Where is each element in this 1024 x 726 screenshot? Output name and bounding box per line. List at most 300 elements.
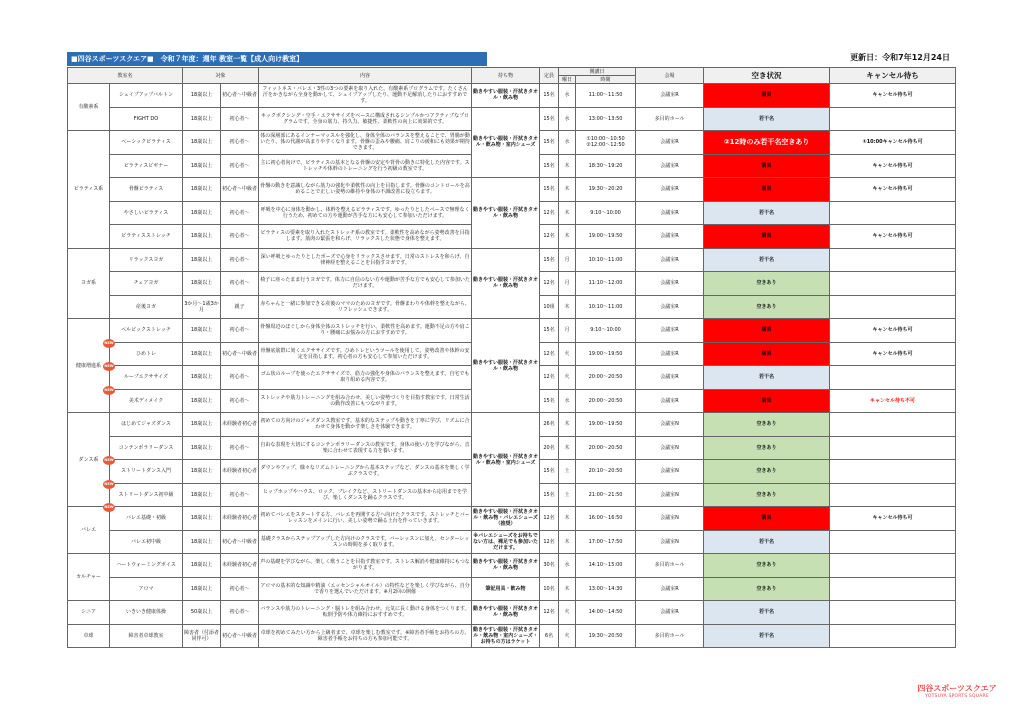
cancel-waitlist: ①10:00キャンセル待ち可 bbox=[830, 131, 956, 155]
target-age: 18歳以上 bbox=[183, 131, 221, 155]
status-badge: 若干名 bbox=[704, 530, 830, 554]
class-time: 19:30～20:20 bbox=[576, 178, 636, 202]
weekday: 火 bbox=[559, 624, 576, 648]
class-time: 20:00～20:50 bbox=[576, 436, 636, 460]
venue: 会議室R bbox=[636, 601, 704, 625]
class-description: 椅子に座ったまま行うヨガです。体力に自信のない方や運動が苦手な方でも安心して参加いただけます。 bbox=[259, 272, 472, 296]
target-age: 18歳以上 bbox=[183, 530, 221, 554]
capacity: 12名 bbox=[540, 225, 559, 249]
status-badge: 空きあり bbox=[704, 295, 830, 319]
venue: 会議室R bbox=[636, 319, 704, 343]
table-row bbox=[68, 530, 956, 554]
target-age: 18歳以上 bbox=[183, 460, 221, 484]
table-header-row bbox=[68, 68, 956, 76]
class-name bbox=[110, 154, 183, 178]
capacity: 15名 bbox=[540, 178, 559, 202]
class-category: 卓球 bbox=[68, 624, 110, 648]
cancel-waitlist: キャンセル待ち可 bbox=[830, 225, 956, 249]
target-level: 初心者～中級者 bbox=[221, 530, 259, 554]
class-category: カルチャー bbox=[68, 554, 110, 601]
status-badge: 空きあり bbox=[704, 577, 830, 601]
target-age: 18歳以上 bbox=[183, 507, 221, 531]
class-time: 10:10～11:00 bbox=[576, 295, 636, 319]
class-name-label: コンテンポラリーダンス bbox=[118, 444, 174, 451]
class-name-label: ストリートダンス初中級 bbox=[118, 491, 174, 498]
class-name-label: バレエ初中級 bbox=[131, 538, 162, 545]
weekday: 木 bbox=[559, 225, 576, 249]
new-badge: NEW bbox=[103, 339, 115, 348]
venue: 会議室R bbox=[636, 366, 704, 390]
status-badge: 満員 bbox=[704, 178, 830, 202]
bring-items: 動きやすい服装・汗拭きタオル・飲み物・室内シューズ bbox=[472, 413, 540, 507]
status-badge: 満員 bbox=[704, 225, 830, 249]
class-description: ヒップホップやハウス、ロック、ブレイクなど、ストリートダンスの基本から応用までを学び、楽しくダンスを踊るクラスです。 bbox=[259, 483, 472, 507]
class-name bbox=[110, 107, 183, 131]
target-level: 初心者～ bbox=[221, 131, 259, 155]
class-time: 17:00～17:50 bbox=[576, 530, 636, 554]
status-badge: 若干名 bbox=[704, 107, 830, 131]
weekday: 木 bbox=[559, 201, 576, 225]
brand-name: 四谷スポーツスクエア bbox=[917, 684, 997, 693]
status-badge: 空きあり bbox=[704, 460, 830, 484]
table-body bbox=[68, 84, 956, 648]
header-cancel: キャンセル待ち bbox=[830, 68, 956, 84]
venue: 会議室N bbox=[636, 483, 704, 507]
target-age: 18歳以上 bbox=[183, 201, 221, 225]
cancel-waitlist bbox=[830, 366, 956, 390]
cancel-waitlist: キャンセル待ち不可 bbox=[830, 389, 956, 413]
weekday: 火 bbox=[559, 601, 576, 625]
venue: 会議室R bbox=[636, 272, 704, 296]
class-description: 自由な表現を大切にするコンテンポラリーダンスの教室です。身体の使い方を学びながら、音楽に合わせて表現する力を養います。 bbox=[259, 436, 472, 460]
class-name bbox=[110, 413, 183, 437]
target-age: 18歳以上 bbox=[183, 154, 221, 178]
class-name bbox=[110, 225, 183, 249]
bring-items: 動きやすい服装・汗拭きタオル・飲み物 bbox=[472, 84, 540, 108]
weekday: 木 bbox=[559, 436, 576, 460]
class-description: 骨盤の動きを意識しながら筋力の強化や柔軟性の向上を目指します。骨盤のコントロールを高めることで正しい姿勢の維持や身体の不調改善に役立ちます。 bbox=[259, 178, 472, 202]
class-description: アロマの基本的な知識や精油（エッセンシャルオイル）の特性などを楽しく学びながら、自分で香りを選んでいただけます。※月2回の開催 bbox=[259, 577, 472, 601]
class-time: 19:00～19:50 bbox=[576, 342, 636, 366]
class-description: キックボクシング・空手・エクササイズをベースに構成されるシンプルかつアクティブなプログラムです。全身の筋力、持久力、敏捷性、柔軟性の向上に効果的です。 bbox=[259, 107, 472, 131]
cancel-waitlist bbox=[830, 624, 956, 648]
target-level: 初心者～ bbox=[221, 107, 259, 131]
target-level: 初心者～中級者 bbox=[221, 342, 259, 366]
target-level: 初心者～中級者 bbox=[221, 178, 259, 202]
bring-items: 動きやすい服装・汗拭きタオル・飲み物 bbox=[472, 554, 540, 578]
class-time: 20:10～20:50 bbox=[576, 460, 636, 484]
target-level: 初心者～中級者 bbox=[221, 624, 259, 648]
venue: 会議室R bbox=[636, 154, 704, 178]
target-level: 初心者～ bbox=[221, 248, 259, 272]
new-badge: NEW bbox=[103, 362, 115, 371]
class-name bbox=[104, 364, 183, 390]
class-time: 16:00～16:50 bbox=[576, 507, 636, 531]
target-level: 初心者～ bbox=[221, 483, 259, 507]
class-name bbox=[110, 131, 183, 155]
class-time: 10:10～11:00 bbox=[576, 248, 636, 272]
class-name bbox=[104, 340, 183, 366]
class-name bbox=[104, 481, 183, 507]
weekday: 木 bbox=[559, 154, 576, 178]
bring-items: 動きやすい服装・汗拭きタオル・飲み物 bbox=[472, 319, 540, 413]
target-age: 18歳以上 bbox=[183, 342, 221, 366]
class-name-label: 障害者卓球教室 bbox=[128, 632, 164, 639]
class-name bbox=[110, 272, 183, 296]
class-name-label: リラックスヨガ bbox=[128, 256, 164, 263]
new-badge: NEW bbox=[103, 456, 115, 465]
status-badge: 若干名 bbox=[704, 601, 830, 625]
cancel-waitlist: キャンセル待ち可 bbox=[830, 342, 956, 366]
status-badge: 空きあり bbox=[704, 272, 830, 296]
weekday: 火 bbox=[559, 366, 576, 390]
capacity: 12名 bbox=[540, 601, 559, 625]
class-name-label: シェイプアップバルトン bbox=[119, 92, 174, 99]
venue: 多目的ホール bbox=[636, 554, 704, 578]
weekday: 木 bbox=[559, 530, 576, 554]
target-level: 初心者～ bbox=[221, 577, 259, 601]
cancel-waitlist: キャンセル待ち可 bbox=[830, 319, 956, 343]
venue: 会議室R bbox=[636, 84, 704, 108]
capacity: 15名 bbox=[540, 319, 559, 343]
class-time: 13:00～14:30 bbox=[576, 577, 636, 601]
table-row bbox=[68, 624, 956, 648]
venue: 会議室N bbox=[636, 436, 704, 460]
class-name-label: はじめてジャズダンス bbox=[121, 421, 171, 428]
cancel-waitlist bbox=[830, 107, 956, 131]
class-name bbox=[110, 554, 183, 578]
target-age: 18歳以上 bbox=[183, 577, 221, 601]
bring-items: 動きやすい服装・汗拭きタオル・飲み物・室内シューズ・お持ちの方はラケット bbox=[472, 624, 540, 648]
class-description: 呼吸を中心に身体を動かし、体幹を整えるピラティスです。ゆったりとしたペースで無理なく行うため、初めての方や運動が苦手な方にも安心して参加いただけます。 bbox=[259, 201, 472, 225]
target-age: 18歳以上 bbox=[183, 225, 221, 249]
class-time: 13:00～13:50 bbox=[576, 107, 636, 131]
class-name-label: ベーシックピラティス bbox=[121, 139, 171, 146]
bring-items: 筆記用具・飲み物 bbox=[472, 577, 540, 601]
cancel-waitlist: キャンセル待ち可 bbox=[830, 84, 956, 108]
class-name-label: チェアヨガ bbox=[133, 280, 159, 287]
capacity: 6名 bbox=[540, 624, 559, 648]
cancel-waitlist bbox=[830, 577, 956, 601]
class-name bbox=[110, 436, 183, 460]
class-description: 初めての方向けのジャズダンス教室です。基本的なステップや動きを丁寧に学び、リズムに合わせて身体を動かす楽しさを体験できます。 bbox=[259, 413, 472, 437]
header-day: 曜日 bbox=[559, 76, 576, 84]
capacity: 10組 bbox=[540, 295, 559, 319]
header-time: 時間 bbox=[576, 76, 636, 84]
venue: 会議室R bbox=[636, 295, 704, 319]
header-bring: 持ち物 bbox=[472, 68, 540, 84]
cancel-waitlist: キャンセル待ち可 bbox=[830, 178, 956, 202]
venue: 会議室N bbox=[636, 530, 704, 554]
table-row bbox=[68, 319, 956, 343]
target-level: 初心者～中級者 bbox=[221, 84, 259, 108]
weekday: 月 bbox=[559, 272, 576, 296]
class-description: 骨盤底筋群に効くエクササイズです。ひめトレというツールを使用して、姿勢改善や体幹の安定を目指します。初心者の方も安心して参加いただけます。 bbox=[259, 342, 472, 366]
class-name-label: バレエ基礎・初級 bbox=[126, 515, 167, 522]
class-category: バレエ bbox=[68, 507, 110, 554]
cancel-waitlist bbox=[830, 295, 956, 319]
new-badge: NEW bbox=[103, 386, 115, 395]
status-badge: 空きあり bbox=[704, 554, 830, 578]
status-badge: 空きあり bbox=[704, 483, 830, 507]
status-badge: 若干名 bbox=[704, 366, 830, 390]
target-age: 18歳以上 bbox=[183, 413, 221, 437]
class-name-label: ストリートダンス入門 bbox=[121, 468, 171, 475]
capacity: 26名 bbox=[540, 413, 559, 437]
status-badge: 若干名 bbox=[704, 201, 830, 225]
venue: 会議室N bbox=[636, 413, 704, 437]
weekday: 水 bbox=[559, 389, 576, 413]
cancel-waitlist bbox=[830, 248, 956, 272]
weekday: 木 bbox=[559, 178, 576, 202]
bring-items: 動きやすい服装・汗拭きタオル・飲み物・バレエシューズ（推奨） bbox=[472, 507, 540, 531]
status-badge: 満員 bbox=[704, 319, 830, 343]
class-time: 20:00～20:50 bbox=[576, 389, 636, 413]
class-description: ゴム状のループを使ったエクササイズで、筋力の強化や身体のバランスを整えます。自宅でも取り組める内容です。 bbox=[259, 366, 472, 390]
table-row bbox=[68, 507, 956, 531]
class-description: ピラティスの要素を取り入れたストレッチ系の教室です。柔軟性を高めながら姿勢改善を目指します。筋肉の緊張を和らげ、リラックスした状態で身体を整えます。 bbox=[259, 225, 472, 249]
class-description: 基礎クラスからステップアップした方向けのクラスです。バーレッスンに加え、センターレッスンの時間を多く取ります。 bbox=[259, 530, 472, 554]
weekday: 木 bbox=[559, 295, 576, 319]
venue: 会議室N bbox=[636, 460, 704, 484]
class-description: バランスや筋力のトレーニング・脳トレを組み合わせ、元気に長く動ける身体をつくります。転倒予防や体力維持におすすめです。 bbox=[259, 601, 472, 625]
status-badge: 満員 bbox=[704, 389, 830, 413]
class-name bbox=[110, 624, 183, 648]
target-age: 3か月～1歳3か月 bbox=[183, 295, 221, 319]
class-time: 20:00～20:50 bbox=[576, 366, 636, 390]
cancel-waitlist: キャンセル待ち可 bbox=[830, 154, 956, 178]
class-name-label: ハートウォーミングボイス bbox=[116, 562, 176, 569]
capacity: 12名 bbox=[540, 201, 559, 225]
venue: 会議室R bbox=[636, 178, 704, 202]
weekday: 木 bbox=[559, 507, 576, 531]
class-time: 11:00～11:50 bbox=[576, 84, 636, 108]
target-age: 18歳以上 bbox=[183, 436, 221, 460]
status-badge: 若干名 bbox=[704, 248, 830, 272]
new-badge: NEW bbox=[103, 503, 115, 512]
class-name-label: 骨盤ピラティス bbox=[128, 186, 164, 193]
table-row bbox=[68, 248, 956, 272]
weekday: 土 bbox=[559, 460, 576, 484]
cancel-waitlist bbox=[830, 413, 956, 437]
cancel-waitlist bbox=[830, 530, 956, 554]
class-category: 有酸素系 bbox=[68, 84, 110, 131]
class-name bbox=[110, 295, 183, 319]
brand-sub: YOTSUYA SPORTS SQUARE bbox=[925, 694, 989, 699]
target-level: 未経験者初心者 bbox=[221, 413, 259, 437]
weekday: 水 bbox=[559, 107, 576, 131]
class-time: 14:10～15:00 bbox=[576, 554, 636, 578]
class-name bbox=[104, 505, 183, 531]
header-venue: 会場 bbox=[636, 68, 704, 84]
target-age: 18歳以上 bbox=[183, 483, 221, 507]
capacity: 15名 bbox=[540, 248, 559, 272]
cancel-waitlist bbox=[830, 272, 956, 296]
class-name bbox=[110, 319, 183, 343]
status-badge: 満員 bbox=[704, 154, 830, 178]
class-time: 11:10～12:00 bbox=[576, 272, 636, 296]
class-time: 9:10～10:00 bbox=[576, 319, 636, 343]
class-name bbox=[110, 178, 183, 202]
class-name-label: ひめトレ bbox=[136, 350, 157, 357]
target-age: 50歳以上 bbox=[183, 601, 221, 625]
class-name-label: FIGHT DO bbox=[133, 115, 159, 122]
table-row bbox=[68, 107, 956, 131]
target-age: 18歳以上 bbox=[183, 272, 221, 296]
class-name-label: いきいき健康体操 bbox=[126, 609, 167, 616]
capacity: 12名 bbox=[540, 530, 559, 554]
capacity: 12名 bbox=[540, 272, 559, 296]
venue: 会議室R bbox=[636, 201, 704, 225]
capacity: 15名 bbox=[540, 483, 559, 507]
new-badge: NEW bbox=[103, 480, 115, 489]
header-content: 内容 bbox=[259, 68, 472, 84]
venue: 会議室R bbox=[636, 225, 704, 249]
capacity: 12名 bbox=[540, 507, 559, 531]
venue: 会議室R bbox=[636, 248, 704, 272]
capacity: 30名 bbox=[540, 554, 559, 578]
updated-date: 更新日：令和7年12月24日 bbox=[850, 53, 950, 62]
table-row bbox=[68, 577, 956, 601]
class-description: 声の基礎を学びながら、楽しく歌うことを目指す教室です。ストレス解消や健康維持にもつながります。 bbox=[259, 554, 472, 578]
capacity: 15名 bbox=[540, 389, 559, 413]
target-level: 未経験者初心者 bbox=[221, 507, 259, 531]
target-level: 初心者～ bbox=[221, 601, 259, 625]
target-age: 18歳以上 bbox=[183, 178, 221, 202]
venue: 会議室R bbox=[636, 131, 704, 155]
target-level: 初心者～ bbox=[221, 366, 259, 390]
page-title: ■四谷スポーツスクエア■ 令和７年度：週年 教室一覧【成人向け教室】 bbox=[67, 52, 487, 66]
class-name bbox=[110, 84, 183, 108]
venue: 会議室N bbox=[636, 507, 704, 531]
capacity: 15名 bbox=[540, 460, 559, 484]
cancel-waitlist bbox=[830, 483, 956, 507]
table-row bbox=[68, 554, 956, 578]
class-time: 19:00～19:50 bbox=[576, 413, 636, 437]
brand-logo bbox=[917, 684, 997, 704]
weekday: 木 bbox=[559, 577, 576, 601]
class-name-label: ピラティスビギナー bbox=[123, 162, 169, 169]
bring-items: 動きやすい服装・汗拭きタオル・飲み物 bbox=[472, 178, 540, 249]
class-name-label: ルーブエクササイズ bbox=[123, 374, 169, 381]
cancel-waitlist: キャンセル待ち可 bbox=[830, 507, 956, 531]
target-age: 18歳以上 bbox=[183, 366, 221, 390]
target-level: 初心者～ bbox=[221, 319, 259, 343]
class-name-label: 美术ディメイク bbox=[128, 397, 164, 404]
status-badge: ②12時のみ若干名空きあり bbox=[704, 131, 830, 155]
target-level: 初心者～ bbox=[221, 201, 259, 225]
class-description: 深い呼吸とゆったりとしたポーズで心身をリラックスさせます。日常のストレスを和らげ、自律神経を整えることを目指すヨガです。 bbox=[259, 248, 472, 272]
header-target: 対象 bbox=[183, 68, 259, 84]
capacity: 15名 bbox=[540, 131, 559, 155]
status-badge: 空きあり bbox=[704, 436, 830, 460]
class-time: 14:00～14:50 bbox=[576, 601, 636, 625]
table-row bbox=[68, 601, 956, 625]
capacity: 12名 bbox=[540, 366, 559, 390]
cancel-waitlist bbox=[830, 436, 956, 460]
header-capacity: 定員 bbox=[540, 68, 559, 84]
cancel-waitlist bbox=[830, 201, 956, 225]
target-level: 初心者～ bbox=[221, 272, 259, 296]
status-badge: 満員 bbox=[704, 507, 830, 531]
venue: 多目的ホール bbox=[636, 107, 704, 131]
target-level: 未経験者初心者 bbox=[221, 554, 259, 578]
target-level: 初心者～ bbox=[221, 389, 259, 413]
class-name bbox=[110, 577, 183, 601]
target-age: 障害者（付添者同伴可） bbox=[183, 624, 221, 648]
table-row bbox=[68, 84, 956, 108]
bring-items: 動きやすい服装・汗拭きタオル・飲み物 bbox=[472, 248, 540, 319]
status-badge: 空きあり bbox=[704, 413, 830, 437]
target-age: 18歳以上 bbox=[183, 248, 221, 272]
class-name bbox=[110, 248, 183, 272]
venue: 会議室R bbox=[636, 342, 704, 366]
capacity: 20名 bbox=[540, 436, 559, 460]
class-name-label: やさしいピラティス bbox=[123, 209, 169, 216]
status-badge: 満員 bbox=[704, 342, 830, 366]
class-description: ストレッチや筋力トレーニングを組み合わせ、美しい姿勢づくりを目指す教室です。日常生活の動作改善にもつながります。 bbox=[259, 389, 472, 413]
class-name-label: ピラティスストレッチ bbox=[121, 233, 171, 240]
class-category: ダンス系 bbox=[68, 413, 110, 507]
class-description: 赤ちゃんと一緒に参加できる産後のママのためのヨガです。骨盤まわりや体幹を整えながら、リフレッシュできます。 bbox=[259, 295, 472, 319]
class-name bbox=[104, 458, 183, 484]
weekday: 月 bbox=[559, 248, 576, 272]
venue: 会議室R bbox=[636, 577, 704, 601]
class-category: ヨガ系 bbox=[68, 248, 110, 319]
bring-items: 動きやすい服装・汗拭きタオル・飲み物・室内シューズ bbox=[472, 107, 540, 178]
class-time: 18:30～19:20 bbox=[576, 154, 636, 178]
class-name-label: ベルビックストレッチ bbox=[121, 327, 171, 334]
class-description: 主に初心者向けで、ピラティスの基本となる骨盤の安定や背骨の動きに特化した内容です。ストレッチや体幹のトレーニングを行う初級の教室です。 bbox=[259, 154, 472, 178]
target-level: 初心者～ bbox=[221, 436, 259, 460]
weekday: 火 bbox=[559, 342, 576, 366]
bring-items: 動きやすい服装・汗拭きタオル・飲み物 bbox=[472, 601, 540, 625]
weekday: 水 bbox=[559, 131, 576, 155]
header-schedule: 開講日 bbox=[559, 68, 636, 76]
class-category: シニア bbox=[68, 601, 110, 625]
weekday: 月 bbox=[559, 319, 576, 343]
target-age: 18歳以上 bbox=[183, 389, 221, 413]
cancel-waitlist bbox=[830, 554, 956, 578]
target-age: 18歳以上 bbox=[183, 319, 221, 343]
class-description: フィットネス・バレエ・3性の3つの要素を取り入れた、有酸素系プログラムです。たくさん汗をかきながら全身を動かして、シェイプアップしたり、運動不足解消したりにおすすめです。 bbox=[259, 84, 472, 108]
class-description: 卓球を初めてみたい方から上級者まで、卓球を楽しむ教室です。※障害者手帳をお持ちの方、障害者手帳をお持ちの方も参加可能です。 bbox=[259, 624, 472, 648]
class-description: 体の深層部にあるインナーマッスルを強化し、身体全体のバランスを整えることで、胃腸が動いたり、体の代謝が高まりやすくなります。骨盤の歪みや腰痛、肩こりの緩和にも効果が期待できます。 bbox=[259, 131, 472, 155]
class-time: ①10:00～10:50 ②12:00～12:50 bbox=[576, 131, 636, 155]
capacity: 10名 bbox=[540, 577, 559, 601]
class-description: 骨盤周辺のほぐしから身体全体のストレッチを行い、柔軟性を高めます。運動不足の方や肩こり・腰痛にお悩みの方におすすめです。 bbox=[259, 319, 472, 343]
class-name bbox=[104, 387, 183, 413]
header-status: 空き状況 bbox=[704, 68, 830, 84]
capacity: 15名 bbox=[540, 154, 559, 178]
header-class-name: 教室名 bbox=[68, 68, 183, 84]
class-category: ピラティス系 bbox=[68, 131, 110, 249]
cancel-waitlist bbox=[830, 601, 956, 625]
class-time: 21:00～21:50 bbox=[576, 483, 636, 507]
status-badge: 若干名 bbox=[704, 624, 830, 648]
target-level: 初心者～ bbox=[221, 225, 259, 249]
target-age: 18歳以上 bbox=[183, 107, 221, 131]
venue: 多目的ホール bbox=[636, 624, 704, 648]
bring-items: ※バレエシューズをお持ちでない方は、裸足でも参加いただけます。 bbox=[472, 530, 540, 554]
capacity: 15名 bbox=[540, 84, 559, 108]
target-age: 18歳以上 bbox=[183, 554, 221, 578]
class-time: 19:30～20:50 bbox=[576, 624, 636, 648]
class-name bbox=[110, 601, 183, 625]
venue: 会議室R bbox=[636, 389, 704, 413]
capacity: 12名 bbox=[540, 342, 559, 366]
table-row bbox=[68, 413, 956, 437]
